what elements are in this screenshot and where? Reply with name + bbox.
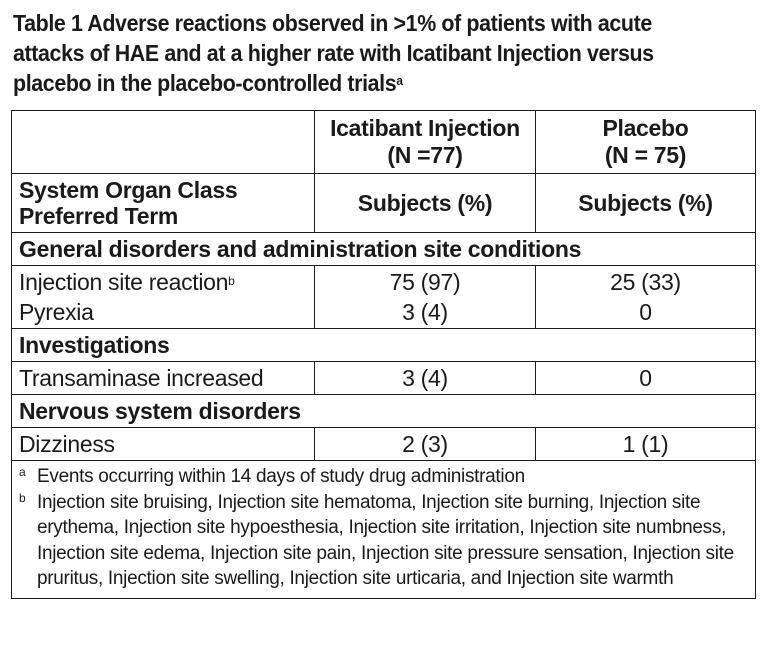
placebo-value: 25 (33)	[610, 269, 681, 295]
footnote-a	[19, 464, 748, 490]
header-placebo-n: (N = 75)	[604, 142, 687, 168]
header-icatibant-cell	[315, 111, 536, 174]
row-label-header-cell	[12, 174, 315, 233]
footnote-text: Injection site bruising, Injection site hematoma, Injection site burning, Injection site erythema, Injection site hypoesthesia, Injection site irritation, Injection site numbness, Injection site edema, Injection site pain, Injection site pressure sensation, Injection site pruritus, Injection site swelling, Injection site urticaria, and Injection site warmth	[37, 491, 734, 589]
table-header-row	[12, 111, 756, 174]
term-label: Pyrexia	[19, 299, 94, 325]
term-label: Transaminase increased	[12, 362, 315, 395]
header-placebo-title: Placebo	[602, 115, 689, 141]
term-cell	[12, 266, 315, 329]
table-caption	[13, 8, 706, 98]
section-title: Nervous system disorders	[12, 395, 756, 428]
section-row	[12, 329, 756, 362]
icatibant-value: 2 (3)	[315, 428, 536, 461]
table-subheader-row	[12, 174, 756, 233]
icatibant-value-cell	[315, 266, 536, 329]
footnotes-row	[12, 461, 756, 599]
section-title: Investigations	[12, 329, 756, 362]
row-label-line2: Preferred Term	[19, 203, 179, 229]
term-footnote-mark: b	[228, 274, 235, 288]
header-icatibant-title: Icatibant Injection	[330, 115, 520, 141]
caption-footnote-mark: a	[396, 73, 403, 88]
icatibant-value: 3 (4)	[402, 299, 448, 325]
table-row	[12, 266, 756, 329]
placebo-value: 0	[536, 362, 756, 395]
footnote-mark: b	[19, 490, 26, 505]
section-title: General disorders and administration site conditions	[12, 233, 756, 266]
term-label: Injection site reaction	[19, 269, 229, 295]
caption-text: Table 1 Adverse reactions observed in >1% of patients with acute attacks of HAE and at a higher rate with Icatibant Injection versus placebo in the placebo-controlled trials	[13, 10, 654, 96]
row-label-line1: System Organ Class	[19, 177, 238, 203]
term-label: Dizziness	[12, 428, 315, 461]
header-icatibant-n: (N =77)	[387, 142, 463, 168]
icatibant-value: 3 (4)	[315, 362, 536, 395]
section-row	[12, 233, 756, 266]
header-placebo-cell	[536, 111, 756, 174]
placebo-value: 1 (1)	[536, 428, 756, 461]
footnotes-cell	[12, 461, 756, 599]
placebo-unit-cell: Subjects (%)	[536, 174, 756, 233]
header-empty-cell	[12, 111, 315, 174]
icatibant-unit-cell: Subjects (%)	[315, 174, 536, 233]
table-row	[12, 362, 756, 395]
footnote-b	[19, 490, 748, 592]
icatibant-value: 75 (97)	[389, 269, 461, 295]
placebo-value: 0	[639, 299, 652, 325]
placebo-value-cell	[536, 266, 756, 329]
footnote-mark: a	[19, 465, 26, 479]
footnote-text: Events occurring within 14 days of study drug administration	[37, 466, 525, 487]
adverse-reactions-table	[11, 110, 756, 599]
section-row	[12, 395, 756, 428]
table-row	[12, 428, 756, 461]
